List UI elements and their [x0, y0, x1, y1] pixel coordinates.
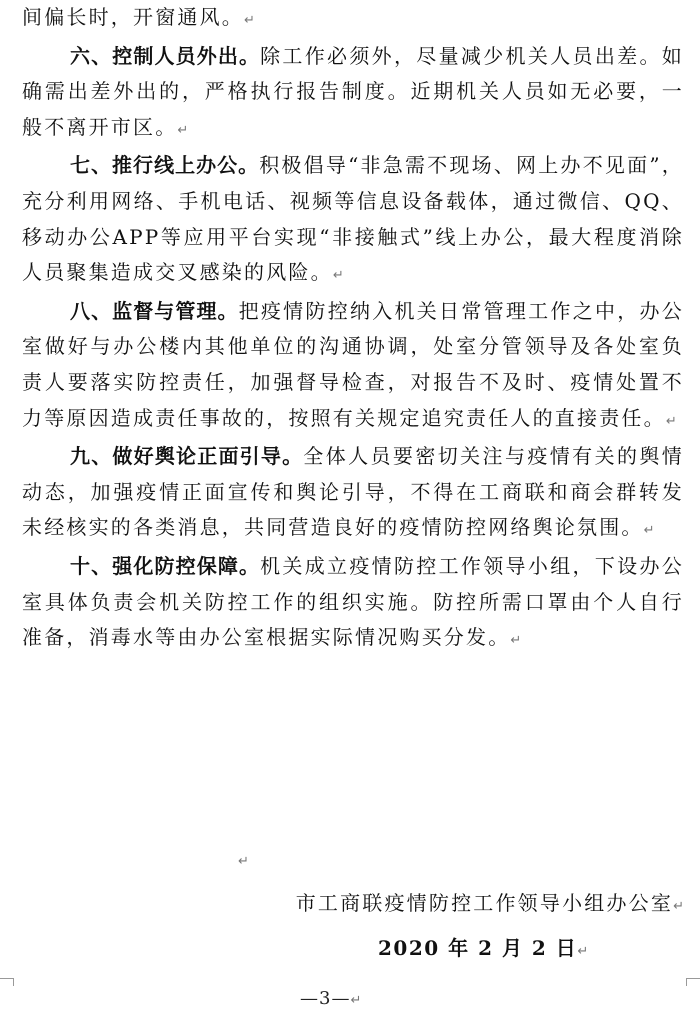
section-heading: 九、做好舆论正面引导。: [70, 444, 304, 469]
paragraph-mark-icon: ↵: [238, 854, 249, 869]
signature: [296, 887, 684, 916]
page-number-text: —3—: [300, 988, 351, 1009]
margin-corner-left-icon: [0, 978, 14, 987]
section-heading: 十、强化防控保障。: [70, 553, 261, 578]
paragraph-section-6: [22, 39, 684, 149]
paragraph-mark-icon: ↵: [577, 944, 589, 959]
page-number: [300, 988, 361, 1009]
paragraph-section-7: [22, 148, 684, 293]
document-date: [378, 932, 588, 961]
paragraph-mark-icon: ↵: [643, 523, 655, 539]
section-heading: 七、推行线上办公。: [70, 153, 260, 178]
paragraph-mark-icon: ↵: [177, 122, 189, 138]
section-heading: 八、监督与管理。: [70, 298, 239, 323]
document-body: [22, 0, 684, 659]
paragraph-section-8: [22, 294, 684, 439]
paragraph-text: 机关成立疫情防控工作领导小组，下设办公室具体负责会机关防控工作的组织实施。防控所需口罩由个人自行准备，消毒水等由办公室根据实际情况购买分发。: [22, 553, 684, 650]
paragraph-text: 全体人员要密切关注与疫情有关的舆情动态，加强疫情正面宣传和舆论引导，不得在工商联和商会群转发未经核实的各类消息，共同营造良好的疫情防控网络舆论氛围。: [22, 444, 684, 540]
paragraph-mark-icon: ↵: [332, 268, 344, 284]
empty-paragraph: [238, 850, 249, 869]
paragraph-mark-icon: ↵: [673, 899, 684, 914]
paragraph-mark-icon: ↵: [510, 633, 522, 649]
paragraph-section-9: [22, 439, 684, 549]
paragraph-mark-icon: ↵: [665, 413, 677, 429]
date-text: 2020 年 2 月 2 日: [378, 936, 578, 960]
paragraph-continuation: [22, 0, 684, 39]
paragraph-mark-icon: ↵: [244, 13, 255, 28]
paragraph-text: 把疫情防控纳入机关日常管理工作之中，办公室做好与办公楼内其他单位的沟通协调，处室分管领导及各处室负责人要落实防控责任，加强督导检查，对报告不及时、疫情处置不力等原因造成责任事故的，按照有关规定追究责任人的直接责任。: [22, 298, 685, 430]
signature-text: 市工商联疫情防控工作领导小组办公室: [295, 891, 674, 915]
margin-corner-right-icon: [686, 978, 700, 987]
paragraph-text: 间偏长时，开窗通风。: [22, 5, 244, 29]
paragraph-section-10: [22, 549, 684, 659]
section-heading: 六、控制人员外出。: [70, 43, 261, 68]
paragraph-mark-icon: ↵: [350, 993, 362, 1008]
paragraph-text: 除工作必须外，尽量减少机关人员出差。如确需出差外出的，严格执行报告制度。近期机关人员如无必要，一般不离开市区。: [22, 43, 684, 139]
paragraph-text: 积极倡导“非急需不现场、网上办不见面”，充分利用网络、手机电话、视频等信息设备载体，通过微信、QQ、移动办公APP等应用平台实现“非接触式”线上办公，最大程度消除人员聚集造成交叉感染的风险。: [22, 153, 685, 285]
